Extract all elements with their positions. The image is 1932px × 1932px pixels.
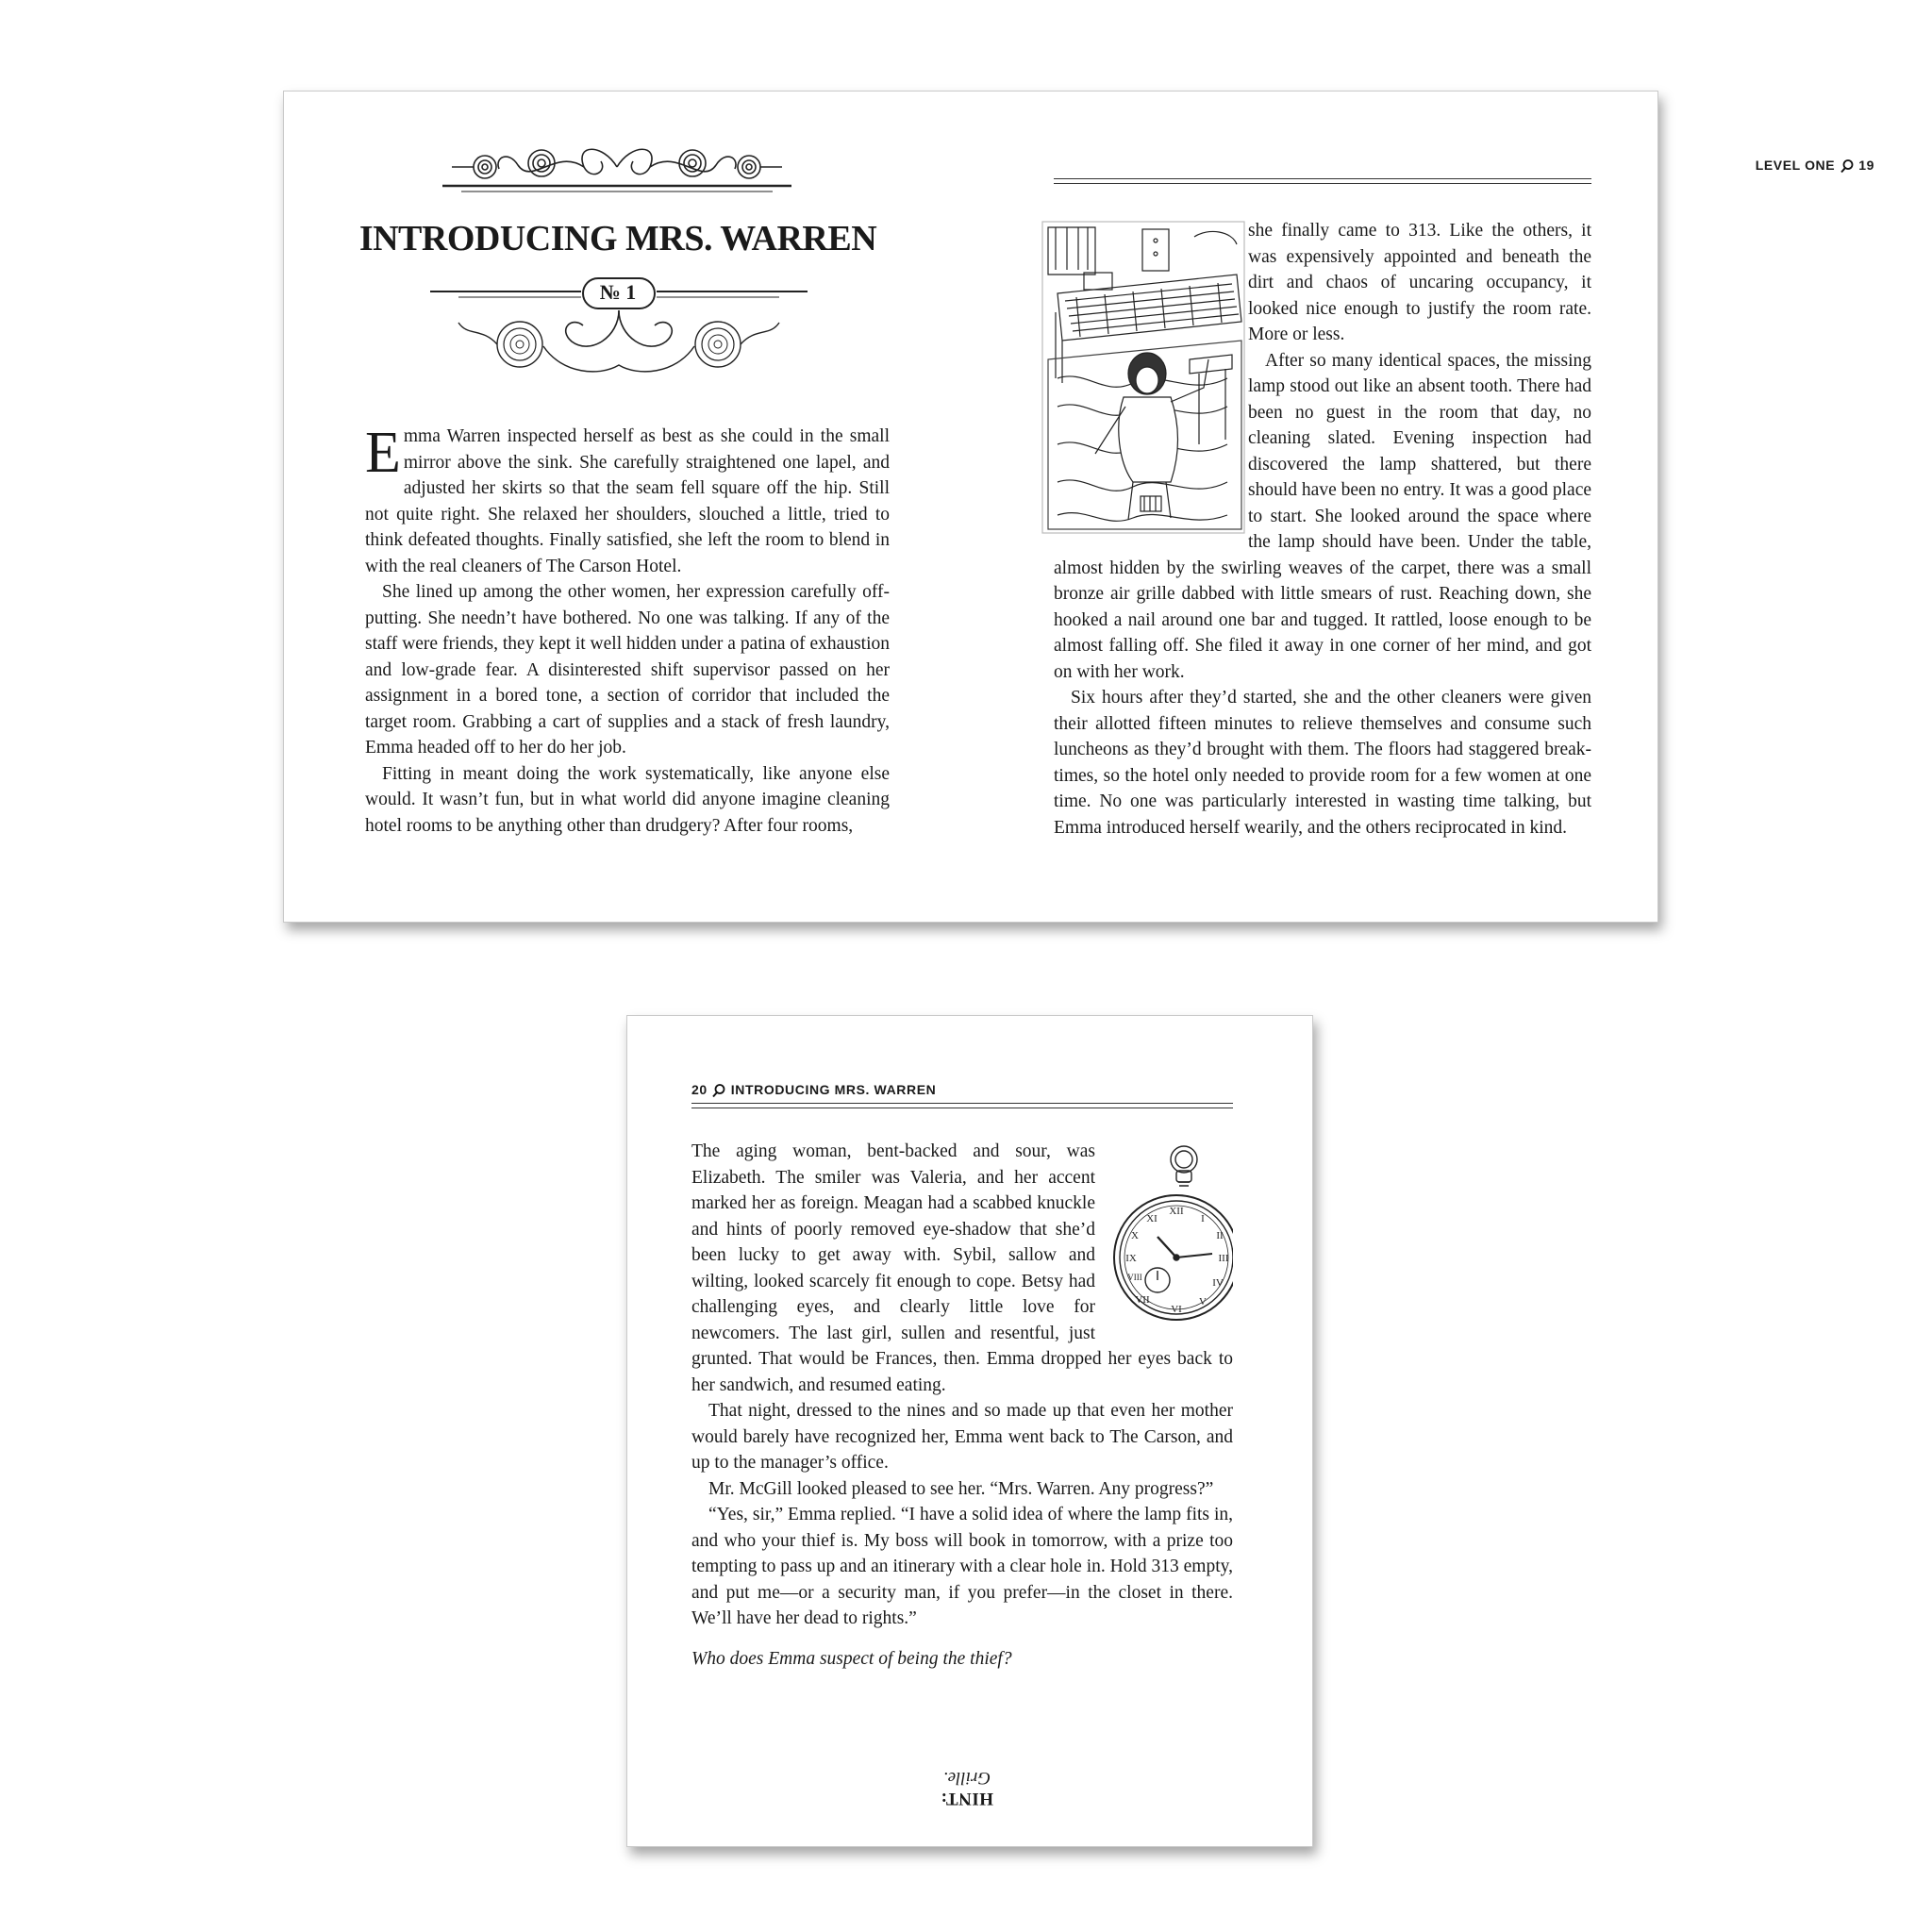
magnifying-glass-icon	[711, 1083, 726, 1098]
header-rule	[691, 1103, 1233, 1108]
paragraph: She lined up among the other women, her expression carefully off-putting. She needn’t have bothered. No one was talking. If any of the staff were friends, they kept it well hidden under a patina of exhaustion and low-grade fear. A disinterested shift supervisor passed on her assignment in a bored tone, a section of corridor that included the target room. Grabbing a cart of supplies and a stack of fresh laundry, Emma headed off to her do her job.	[365, 582, 890, 758]
paragraph: Emma Warren inspected herself as best as she could in the small mirror above the sink. She carefully straightened one lapel, and adjusted her skirts so that the seam fell square off the hip. Still not quite right. She relaxed her shoulders, slouched a little, tried to think defeated thoughts. Finally satisfied, she left the room to blend in with the real cleaners of The Carson Hotel.	[365, 421, 890, 576]
svg-text:VII: VII	[1135, 1294, 1150, 1306]
hint-label: HINT:	[941, 1789, 993, 1808]
hint-text: Grille.	[942, 1768, 991, 1788]
right-page-body	[1054, 218, 1591, 841]
paragraph: The aging woman, bent-backed and sour, was Elizabeth. The smiler was Valeria, and her accent marked her as foreign. Meagan had a scabbed knuckle and hints of poorly removed eye-shadow that she’d been lucky to get away with. Sybil, sallow and wilting, looked scarcely fit enough to cope. Betsy had challenging eyes, and clearly little love for newcomers. The last girl, sullen and resentful, just grunted. That would be Frances, then. Emma dropped her eyes back to her sandwich, and resumed eating.	[691, 1141, 1233, 1395]
svg-text:X: X	[1131, 1230, 1139, 1241]
paragraph: That night, dressed to the nines and so made up that even her mother would barely have recognized her, Emma went back to The Carson, and up to the manager’s office.	[691, 1401, 1233, 1473]
upside-down-hint	[910, 1752, 1024, 1808]
running-head-left	[691, 1082, 1069, 1098]
page-number: 19	[1858, 158, 1874, 173]
magnifying-glass-icon	[1840, 158, 1855, 174]
left-page-body	[365, 421, 890, 839]
bedroom-woman-illustration	[1039, 218, 1248, 539]
svg-text:III: III	[1218, 1253, 1229, 1264]
book-spread	[283, 91, 1874, 923]
paragraph: “Yes, sir,” Emma replied. “I have a solid idea of where the lamp fits in, and who your thief is. My boss will book in tomorrow, with a prize too tempting to pass up and an itinerary with a clear hole in. Hold 313 empty, and put me—or a security man, if you prefer—in the closet in there. We’ll have her dead to rights.”	[691, 1505, 1233, 1628]
svg-text:XII: XII	[1169, 1206, 1184, 1217]
svg-text:II: II	[1216, 1230, 1224, 1241]
paragraph: After so many identical spaces, the missing lamp stood out like an absent tooth. There had been no guest in the room that day, no cleaning slated. Evening inspection had discovered the lamp shattered, but there should have been no entry. It was a good place to start. She looked around the space where the lamp should have been. Under the table, almost hidden by the swirling weaves of the carpet, there was a small bronze air grille dabbed with little smears of rust. Reaching down, she hooked a nail around one bar and tugged. It rattled, loose enough to be almost falling off. She filed it away in one corner of her mind, and got on with her work.	[1054, 350, 1591, 682]
svg-text:IX: IX	[1125, 1253, 1137, 1264]
paragraph: Mr. McGill looked pleased to see her. “Mrs. Warren. Any progress?”	[708, 1478, 1214, 1499]
svg-text:IV: IV	[1212, 1277, 1224, 1289]
chapter-title: INTRODUCING MRS. WARREN	[358, 219, 877, 258]
pocket-watch-illustration	[1101, 1139, 1233, 1331]
page-number: 20	[691, 1082, 708, 1097]
running-head-section: LEVEL ONE	[1755, 158, 1836, 173]
paragraph: Fitting in meant doing the work systematically, like anyone else would. It wasn’t fun, but in what world did anyone imagine cleaning hotel rooms to be anything other than drudgery? After four rooms,	[365, 763, 890, 836]
chapter-number-badge: № 1	[599, 280, 637, 304]
flourish-ornament-top	[442, 139, 791, 195]
paragraph: she finally came to 313. Like the others, it was expensively appointed and beneath the dirt and chaos of uncaring occupancy, it looked nice enough to justify the room rate. More or less.	[1248, 221, 1591, 344]
header-rule	[1054, 178, 1591, 184]
puzzle-question: Who does Emma suspect of being the thief?	[691, 1649, 1012, 1669]
single-page-body	[691, 1139, 1233, 1632]
svg-text:V: V	[1199, 1296, 1207, 1307]
running-head-section: INTRODUCING MRS. WARREN	[730, 1082, 937, 1097]
running-head-right	[1133, 158, 1874, 174]
svg-text:I: I	[1201, 1213, 1205, 1224]
drop-cap: E	[365, 421, 401, 485]
svg-text:VI: VI	[1171, 1304, 1182, 1315]
book-page-single	[626, 1015, 1313, 1847]
svg-text:XI: XI	[1146, 1213, 1158, 1224]
paragraph: Six hours after they’d started, she and the other cleaners were given their allotted fifteen minutes to relieve themselves and consume such luncheons as they’d brought with them. The floors had staggered break-times, so the hotel only needed to provide room for a few women at one time. No one was particularly interested in wasting time talking, but Emma introduced herself wearily, and the others reciprocated in kind.	[1054, 688, 1591, 838]
svg-text:VIII: VIII	[1127, 1273, 1142, 1282]
